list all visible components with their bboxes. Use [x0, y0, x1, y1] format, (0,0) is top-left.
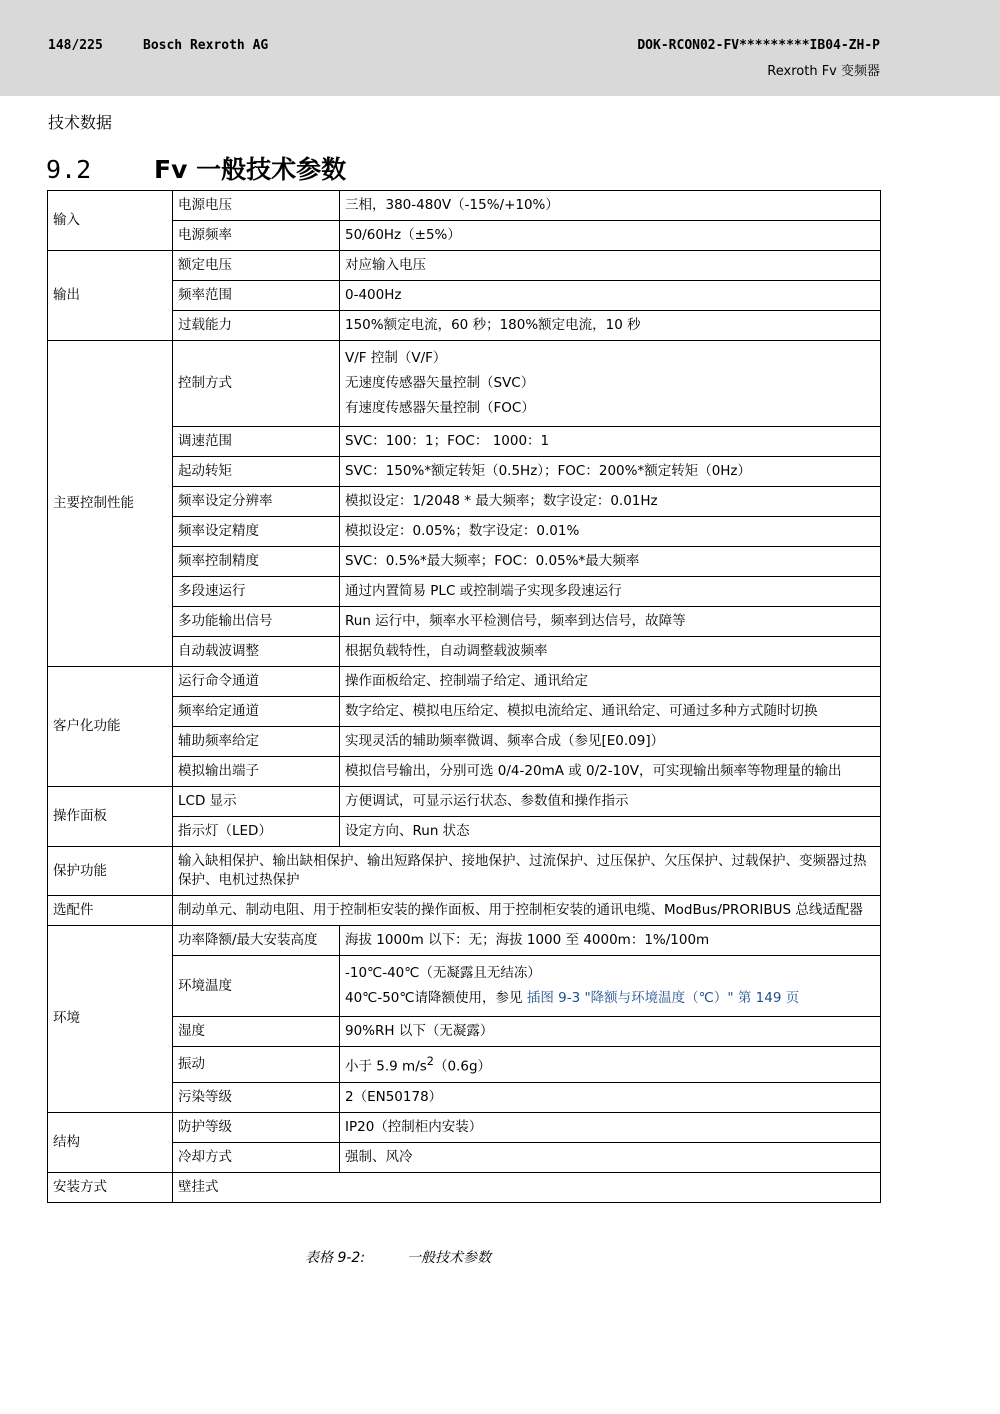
param-label: 模拟输出端子 — [173, 757, 340, 787]
table-row — [48, 427, 881, 457]
param-label: 污染等级 — [173, 1082, 340, 1112]
param-label: 多功能输出信号 — [173, 607, 340, 637]
temperature-line — [345, 986, 875, 1011]
param-label: 振动 — [173, 1047, 340, 1083]
param-label: 指示灯（LED） — [173, 817, 340, 847]
param-value: 模拟信号输出，分别可选 0/4-20mA 或 0/2-10V，可实现输出频率等物理量的输出 — [340, 757, 881, 787]
table-row — [48, 517, 881, 547]
control-method-line: 无速度传感器矢量控制（SVC） — [345, 375, 535, 391]
company-name: Bosch Rexroth AG — [143, 38, 269, 53]
param-label: 电源电压 — [173, 191, 340, 221]
param-label: 运行命令通道 — [173, 667, 340, 697]
temperature-line: -10℃-40℃（无凝露且无结冻） — [345, 965, 541, 981]
table-row — [48, 1047, 881, 1083]
param-value: 强制、风冷 — [340, 1142, 881, 1172]
param-label: 冷却方式 — [173, 1142, 340, 1172]
param-label: 频率设定精度 — [173, 517, 340, 547]
temperature-note: 40℃-50℃请降额使用，参见 — [345, 990, 527, 1006]
param-label: 调速范围 — [173, 427, 340, 457]
vibration-suffix: （0.6g） — [433, 1058, 492, 1075]
param-label: 湿度 — [173, 1017, 340, 1047]
param-label: 控制方式 — [173, 341, 340, 427]
table-row — [48, 1082, 881, 1112]
table-row — [48, 787, 881, 817]
table-row — [48, 956, 881, 1017]
table-row — [48, 341, 881, 427]
group-cell-panel: 操作面板 — [48, 787, 173, 847]
table-row — [48, 251, 881, 281]
param-label: LCD 显示 — [173, 787, 340, 817]
param-label: 频率设定分辨率 — [173, 487, 340, 517]
param-value: SVC：100：1；FOC： 1000：1 — [340, 427, 881, 457]
table-row — [48, 1142, 881, 1172]
group-cell-control: 主要控制性能 — [48, 341, 173, 667]
param-value: 0-400Hz — [340, 281, 881, 311]
table-row — [48, 487, 881, 517]
group-cell-input: 输入 — [48, 191, 173, 251]
param-label: 电源频率 — [173, 221, 340, 251]
param-label: 额定电压 — [173, 251, 340, 281]
table-row — [48, 817, 881, 847]
group-cell-mounting: 安装方式 — [48, 1172, 173, 1202]
table-row — [48, 637, 881, 667]
group-cell-environment: 环境 — [48, 926, 173, 1113]
group-cell-structure: 结构 — [48, 1112, 173, 1172]
control-method-line: 有速度传感器矢量控制（FOC） — [345, 400, 535, 416]
control-method-line: V/F 控制（V/F） — [345, 350, 447, 366]
param-value — [340, 341, 881, 427]
param-value: IP20（控制柜内安装） — [340, 1112, 881, 1142]
figure-reference-link[interactable]: 插图 9-3 "降额与环境温度（℃）" 第 149 页 — [526, 990, 800, 1006]
param-label: 频率控制精度 — [173, 547, 340, 577]
table-row — [48, 757, 881, 787]
section-title: Fv 一般技术参数 — [154, 155, 347, 184]
section-heading — [46, 150, 346, 186]
table-row — [48, 221, 881, 251]
param-value: 输入缺相保护、输出缺相保护、输出短路保护、接地保护、过流保护、过压保护、欠压保护、过载保护、变频器过热保护、电机过热保护 — [173, 847, 881, 896]
param-label: 频率范围 — [173, 281, 340, 311]
param-value: 根据负载特性，自动调整载波频率 — [340, 637, 881, 667]
param-value — [340, 1047, 881, 1083]
table-row — [48, 1112, 881, 1142]
caption-text: 一般技术参数 — [407, 1250, 492, 1266]
table-row — [48, 281, 881, 311]
group-cell-custom: 客户化功能 — [48, 667, 173, 787]
vibration-exponent: 2 — [426, 1055, 434, 1068]
param-label: 频率给定通道 — [173, 697, 340, 727]
group-cell-options: 选配件 — [48, 896, 173, 926]
table-row — [48, 311, 881, 341]
param-value: 方便调试，可显示运行状态、参数值和操作指示 — [340, 787, 881, 817]
param-value: 50/60Hz（±5%） — [340, 221, 881, 251]
table-row — [48, 727, 881, 757]
param-label: 多段速运行 — [173, 577, 340, 607]
param-value: Run 运行中，频率水平检测信号，频率到达信号，故障等 — [340, 607, 881, 637]
param-label: 防护等级 — [173, 1112, 340, 1142]
param-value: 实现灵活的辅助频率微调、频率合成（参见[E0.09]） — [340, 727, 881, 757]
caption-number: 表格 9-2: — [305, 1250, 366, 1266]
param-label: 辅助频率给定 — [173, 727, 340, 757]
param-value — [340, 956, 881, 1017]
param-value: SVC：0.5%*最大频率；FOC：0.05%*最大频率 — [340, 547, 881, 577]
product-name: Rexroth Fv 变频器 — [767, 64, 880, 79]
param-value: 海拔 1000m 以下：无；海拔 1000 至 4000m：1%/100m — [340, 926, 881, 956]
table-row — [48, 547, 881, 577]
param-value: 通过内置简易 PLC 或控制端子实现多段速运行 — [340, 577, 881, 607]
param-value: 模拟设定：0.05%；数字设定：0.01% — [340, 517, 881, 547]
section-number: 9.2 — [46, 155, 92, 184]
param-value: 2（EN50178） — [340, 1082, 881, 1112]
param-value: SVC：150%*额定转矩（0.5Hz）；FOC：200%*额定转矩（0Hz） — [340, 457, 881, 487]
param-label: 起动转矩 — [173, 457, 340, 487]
group-cell-output: 输出 — [48, 251, 173, 341]
param-value: 制动单元、制动电阻、用于控制柜安装的操作面板、用于控制柜安装的通讯电缆、ModBus/PRORIBUS 总线适配器 — [173, 896, 881, 926]
group-cell-protection: 保护功能 — [48, 847, 173, 896]
table-row — [48, 697, 881, 727]
table-row — [48, 847, 881, 896]
table-row — [48, 191, 881, 221]
param-label: 自动载波调整 — [173, 637, 340, 667]
param-value: 设定方向、Run 状态 — [340, 817, 881, 847]
param-label: 环境温度 — [173, 956, 340, 1017]
param-value: 模拟设定：1/2048 * 最大频率；数字设定：0.01Hz — [340, 487, 881, 517]
table-row — [48, 607, 881, 637]
table-row — [48, 457, 881, 487]
param-label: 功率降额/最大安装高度 — [173, 926, 340, 956]
section-label: 技术数据 — [48, 113, 113, 132]
param-value: 90%RH 以下（无凝露） — [340, 1017, 881, 1047]
page-number: 148/225 — [48, 38, 103, 53]
table-row — [48, 896, 881, 926]
table-caption — [305, 1247, 491, 1267]
table-row — [48, 926, 881, 956]
table-row — [48, 667, 881, 697]
param-label: 过载能力 — [173, 311, 340, 341]
spec-table — [47, 190, 881, 1203]
table-row — [48, 577, 881, 607]
param-value: 操作面板给定、控制端子给定、通讯给定 — [340, 667, 881, 697]
param-value: 150%额定电流，60 秒；180%额定电流，10 秒 — [340, 311, 881, 341]
param-value: 三相，380-480V（-15%/+10%） — [340, 191, 881, 221]
param-value: 对应输入电压 — [340, 251, 881, 281]
page-header — [0, 0, 1000, 96]
vibration-value: 小于 5.9 m/s — [345, 1058, 427, 1075]
table-row — [48, 1017, 881, 1047]
document-id: DOK-RCON02-FV*********IB04-ZH-P — [637, 38, 880, 53]
param-value: 壁挂式 — [173, 1172, 881, 1202]
table-row — [48, 1172, 881, 1202]
param-value: 数字给定、模拟电压给定、模拟电流给定、通讯给定、可通过多种方式随时切换 — [340, 697, 881, 727]
